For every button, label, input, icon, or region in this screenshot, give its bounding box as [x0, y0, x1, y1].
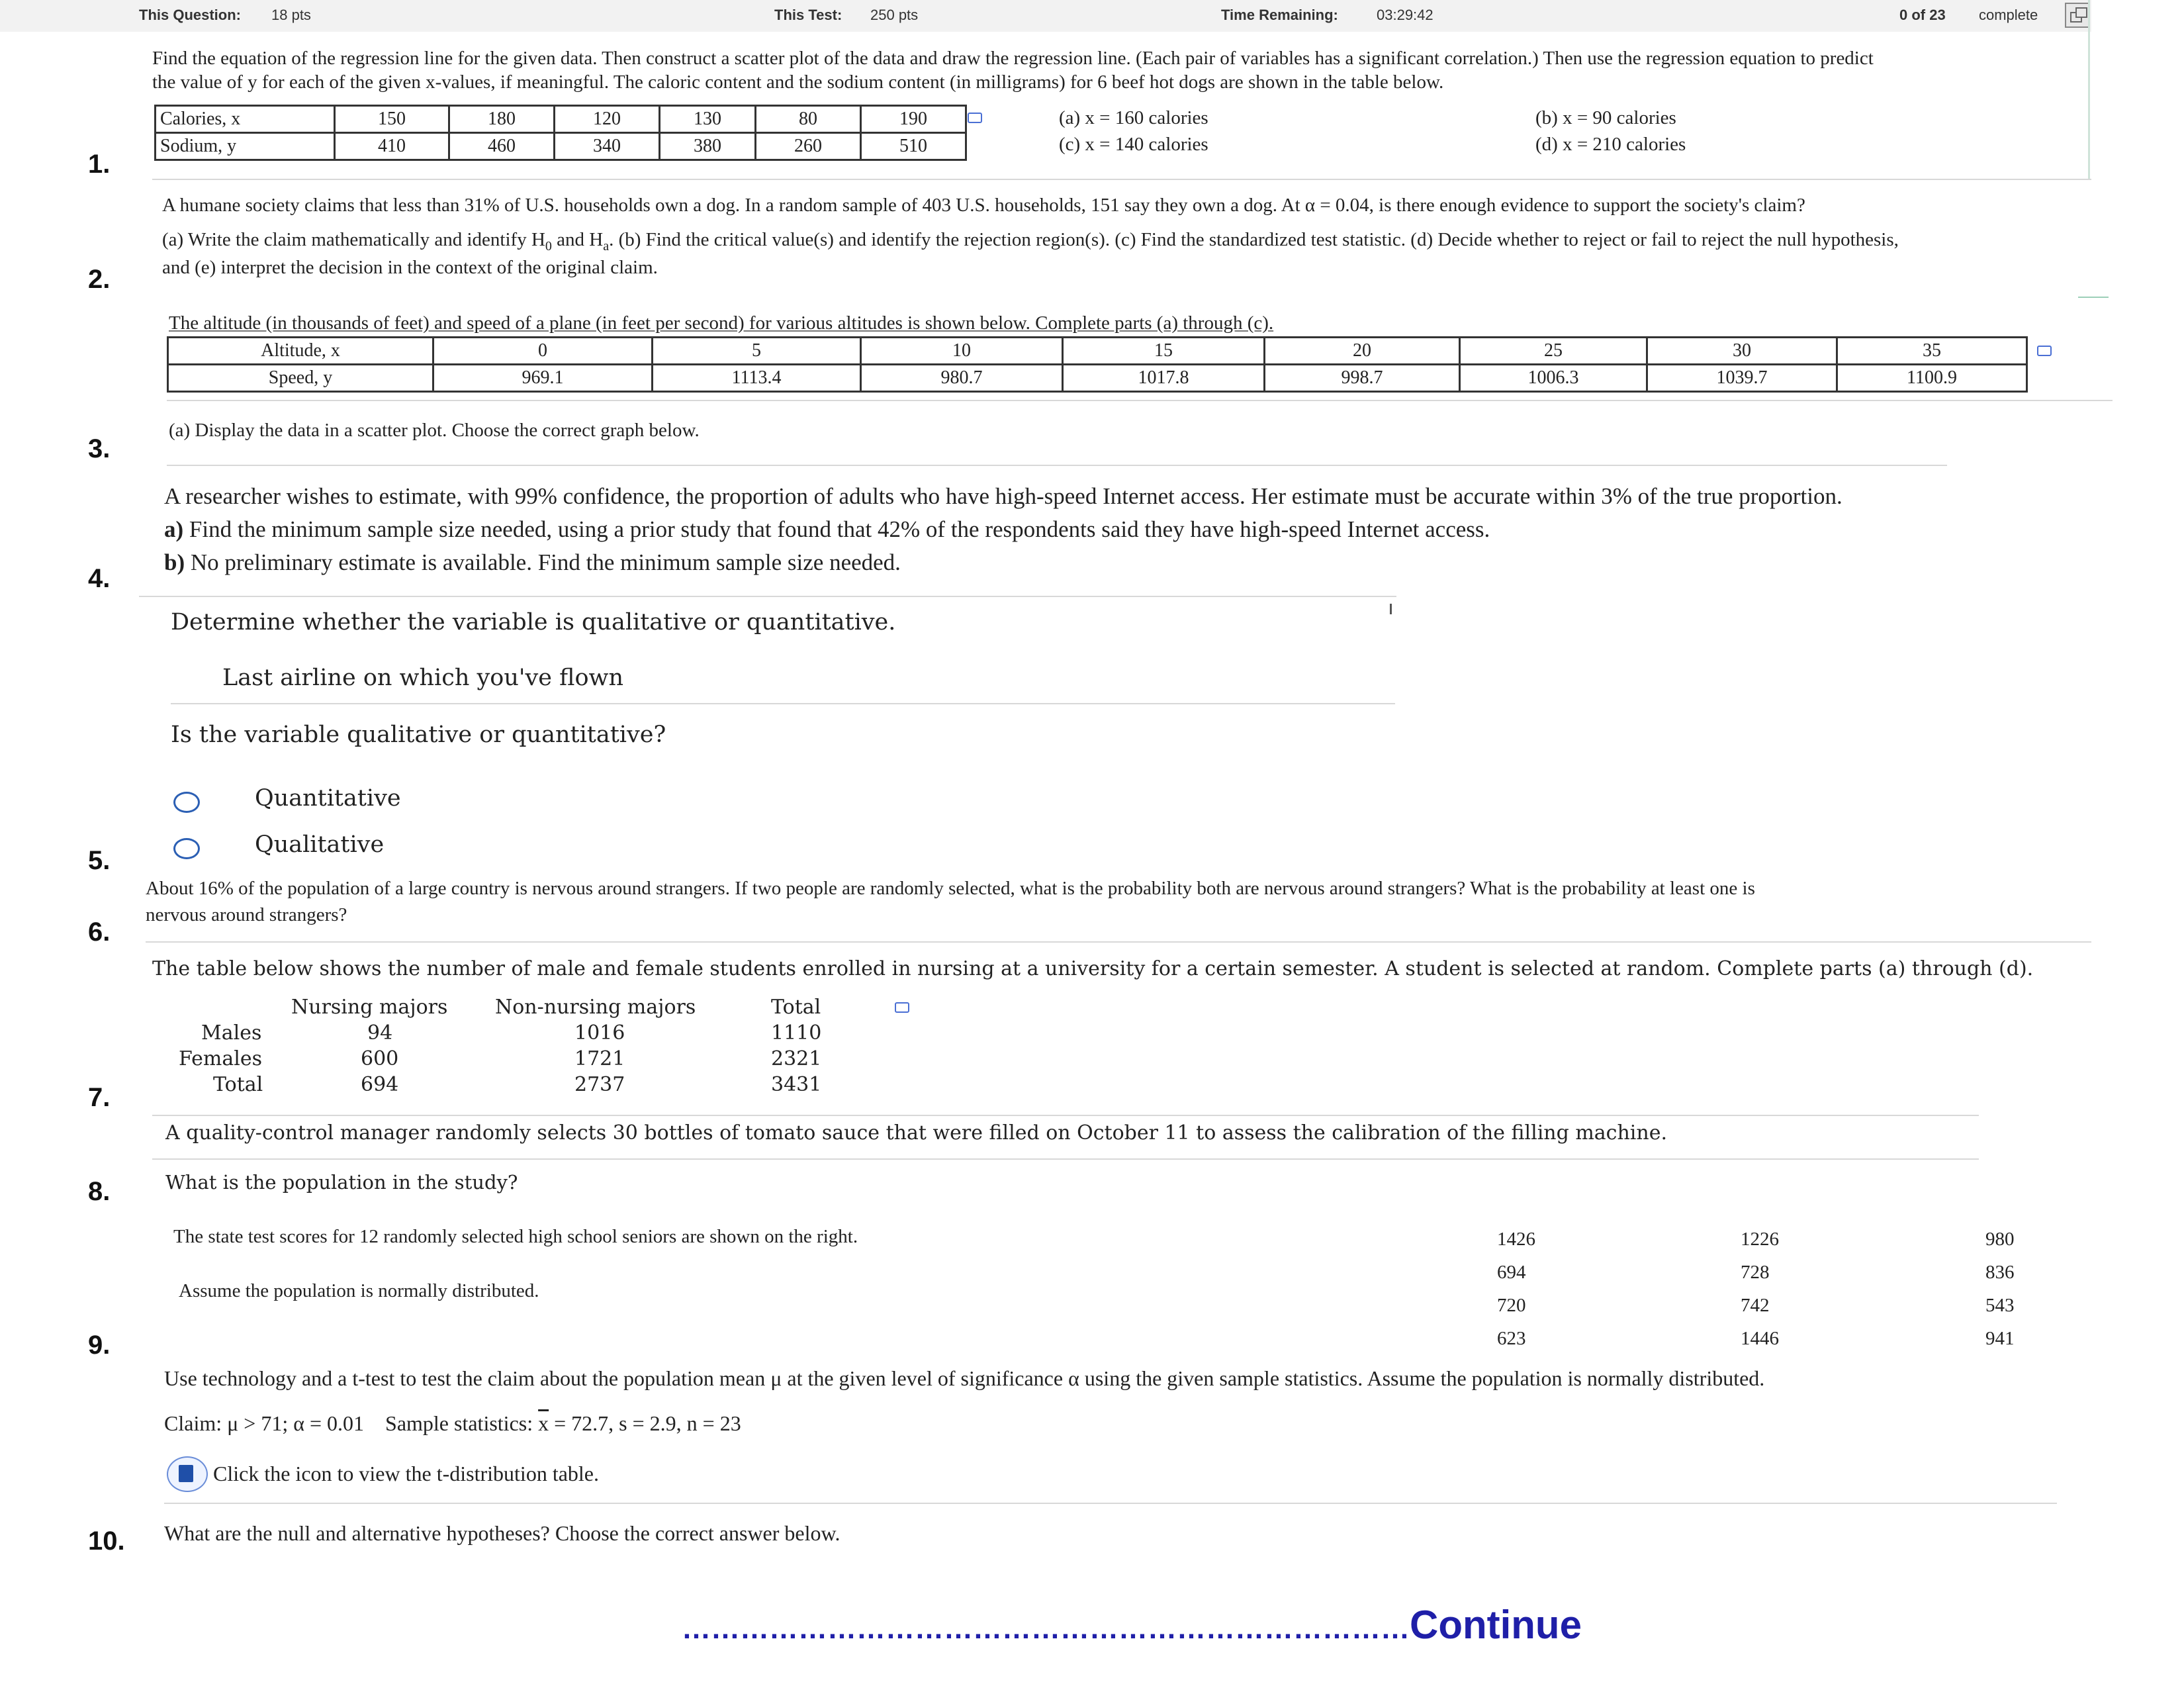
divider — [152, 1115, 1979, 1116]
q8-question: What is the population in the study? — [165, 1171, 518, 1194]
score-value: 941 — [1985, 1328, 2015, 1349]
q1-data-table — [154, 105, 967, 161]
question-number-6: 6. — [88, 917, 111, 947]
q9-text-line1: The state test scores for 12 randomly selected high school seniors are shown on the right. — [173, 1226, 858, 1247]
q1-part-b: (b) x = 90 calories — [1535, 107, 1676, 128]
q1-text-line2: the value of y for each of the given x-values, if meaningful. The caloric content and the sodium content (in milligrams) for 6 beef hot dogs are shown in the table below. — [152, 71, 1444, 93]
divider — [152, 1158, 1979, 1160]
right-edge-divider — [2088, 0, 2090, 179]
divider — [146, 941, 2091, 943]
divider — [167, 465, 1947, 466]
q1-cell: 340 — [555, 133, 660, 160]
q5-instruction: Determine whether the variable is qualitative or quantitative. — [171, 609, 896, 635]
time-remaining-label: Time Remaining: — [1221, 7, 1338, 23]
q1-cell: 260 — [756, 133, 861, 160]
q3-cell: 1100.9 — [1837, 365, 2027, 392]
q3-cell: 1006.3 — [1460, 365, 1647, 392]
q7-cell: 94 — [367, 1021, 393, 1045]
q7-row-label: Total — [213, 1073, 263, 1096]
q3-cell: 1113.4 — [653, 365, 861, 392]
score-value: 720 — [1497, 1295, 1526, 1316]
q3-cell: 1017.8 — [1063, 365, 1265, 392]
this-test-label: This Test: — [774, 7, 842, 23]
q7-cell: 600 — [361, 1047, 399, 1070]
divider — [2078, 297, 2109, 298]
q7-cell: 2737 — [574, 1073, 625, 1096]
score-value: 543 — [1985, 1295, 2015, 1316]
q3-cell: Altitude, x — [168, 338, 433, 365]
q3-cell: 25 — [1460, 338, 1647, 365]
q5-variable: Last airline on which you've flown — [222, 665, 624, 691]
q9-text-line2: Assume the population is normally distributed. — [179, 1280, 539, 1301]
q7-cell: 1110 — [771, 1021, 822, 1045]
q6-text-line2: nervous around strangers? — [146, 904, 347, 925]
q10-claim: Claim: μ > 71; α = 0.01 Sample statistics: $\overline{x} = 72.7$, s = 2.9, n = 23 — [164, 1411, 741, 1435]
q2-text-line2: (a) Write the claim mathematically and identify $H_0$ and $H_a$. (b) Find the critical value(s) and identify the rejection region(s). (c) Find the standardized test statistic. (d) Decide whether to reject or fail to reject the null hypothesis, — [162, 229, 1899, 254]
option-quantitative-label[interactable]: Quantitative — [255, 785, 401, 812]
q1-part-c: (c) x = 140 calories — [1059, 134, 1208, 155]
copy-data-icon[interactable] — [2037, 346, 2052, 356]
divider — [152, 179, 2091, 180]
radio-quantitative[interactable] — [173, 792, 200, 813]
score-value: 980 — [1985, 1229, 2015, 1250]
this-question-value: 18 pts — [271, 7, 311, 23]
score-value: 728 — [1741, 1262, 1770, 1283]
q7-row-label: Females — [179, 1047, 263, 1070]
question-number-4: 4. — [88, 564, 111, 593]
progress-complete: complete — [1979, 7, 2038, 23]
question-number-3: 3. — [88, 434, 111, 463]
q1-part-a: (a) x = 160 calories — [1059, 107, 1208, 128]
divider — [139, 596, 1396, 597]
continue-link[interactable]: …………………………………………………………………Continue — [682, 1603, 1582, 1647]
q3-text-line1: The altitude (in thousands of feet) and speed of a plane (in feet per second) for various altitudes is shown below. Complete parts (a) through (c). — [169, 312, 1274, 334]
q1-text-line1: Find the equation of the regression line for the given data. Then construct a scatter plot of the data and draw the regression line. (Each pair of variables has a significant correlation.) Then use the regression equation to predict — [152, 48, 1874, 69]
q3-cell: 20 — [1265, 338, 1460, 365]
q7-col-header: Nursing majors — [291, 996, 448, 1019]
question-number-9: 9. — [88, 1331, 111, 1360]
question-number-5: 5. — [88, 846, 111, 875]
question-number-8: 8. — [88, 1177, 111, 1206]
q8-text: A quality-control manager randomly selects 30 bottles of tomato sauce that were filled on October 11 to assess the calibration of the filling machine. — [165, 1121, 1668, 1145]
q1-cell: 150 — [335, 106, 449, 133]
question-number-1: 1. — [88, 150, 111, 179]
copy-data-icon[interactable] — [895, 1002, 909, 1013]
q3-cell: 5 — [653, 338, 861, 365]
score-value: 1446 — [1741, 1328, 1779, 1349]
question-number-7: 7. — [88, 1083, 111, 1112]
q4-part-b: b) No preliminary estimate is available. Find the minimum sample size needed. — [164, 549, 901, 575]
q3-cell: 30 — [1647, 338, 1837, 365]
question-number-10: 10. — [88, 1526, 125, 1556]
test-header-bar — [0, 0, 2091, 32]
q5-question: Is the variable qualitative or quantitative? — [171, 722, 666, 748]
q1-cell: 120 — [555, 106, 660, 133]
q1-cell: 510 — [861, 133, 966, 160]
score-value: 836 — [1985, 1262, 2015, 1283]
table-row — [168, 365, 2027, 392]
book-icon[interactable] — [167, 1456, 208, 1492]
q7-cell: 1016 — [574, 1021, 625, 1045]
q1-cell: 190 — [861, 106, 966, 133]
q1-cell: 380 — [660, 133, 756, 160]
score-value: 623 — [1497, 1328, 1526, 1349]
caret-mark — [1390, 604, 1392, 614]
q7-text: The table below shows the number of male and female students enrolled in nursing at a university for a certain semester. A student is selected at random. Complete parts (a) through (d). — [152, 957, 2034, 980]
q7-col-header: Total — [771, 996, 821, 1019]
q10-question: What are the null and alternative hypotheses? Choose the correct answer below. — [164, 1521, 841, 1545]
q7-cell: 1721 — [574, 1047, 625, 1070]
q3-part-a-text: (a) Display the data in a scatter plot. Choose the correct graph below. — [169, 420, 700, 441]
q7-cell: 694 — [361, 1073, 399, 1096]
radio-qualitative[interactable] — [173, 838, 200, 859]
option-qualitative-label[interactable]: Qualitative — [255, 831, 385, 858]
divider — [167, 400, 2113, 401]
q1-cell: 180 — [449, 106, 555, 133]
table-row — [156, 106, 966, 133]
q1-part-d: (d) x = 210 calories — [1535, 134, 1686, 155]
question-number-2: 2. — [88, 265, 111, 294]
q3-cell: Speed, y — [168, 365, 433, 392]
q1-cell: 130 — [660, 106, 756, 133]
progress-count: 0 of 23 — [1899, 7, 1946, 23]
q3-cell: 980.7 — [861, 365, 1063, 392]
t-table-link[interactable]: Click the icon to view the t-distribution table. — [213, 1462, 599, 1485]
q3-cell: 998.7 — [1265, 365, 1460, 392]
q3-cell: 35 — [1837, 338, 2027, 365]
q10-text-line1: Use technology and a t-test to test the claim about the population mean μ at the given level of significance α using the given sample statistics. Assume the population is normally distributed. — [164, 1366, 1765, 1390]
q1-cell: Sodium, y — [156, 133, 335, 160]
q1-cell: 410 — [335, 133, 449, 160]
copy-data-icon[interactable] — [968, 113, 982, 123]
q3-data-table — [167, 336, 2028, 393]
q3-cell: 0 — [433, 338, 653, 365]
q4-text-line1: A researcher wishes to estimate, with 99% confidence, the proportion of adults who have high-speed Internet access. Her estimate must be accurate within 3% of the true proportion. — [164, 483, 1843, 509]
q7-row-label: Males — [201, 1021, 262, 1045]
time-remaining-value: 03:29:42 — [1377, 7, 1433, 23]
q1-cell: 80 — [756, 106, 861, 133]
q1-cell: Calories, x — [156, 106, 335, 133]
q3-cell: 1039.7 — [1647, 365, 1837, 392]
q3-cell: 15 — [1063, 338, 1265, 365]
q1-cell: 460 — [449, 133, 555, 160]
q7-cell: 2321 — [771, 1047, 822, 1070]
divider — [164, 1503, 2057, 1504]
q6-text-line1: About 16% of the population of a large country is nervous around strangers. If two people are randomly selected, what is the probability both are nervous around strangers? What is the probability at least one is — [146, 878, 1755, 899]
expand-icon[interactable] — [2065, 3, 2090, 28]
q7-cell: 3431 — [771, 1073, 822, 1096]
q7-col-header: Non-nursing majors — [495, 996, 696, 1019]
q3-cell: 969.1 — [433, 365, 653, 392]
q2-text-line1: A humane society claims that less than 31% of U.S. households own a dog. In a random sample of 403 U.S. households, 151 say they own a dog. At α = 0.04, is there enough evidence to support the society's claim? — [162, 195, 1805, 216]
score-value: 694 — [1497, 1262, 1526, 1283]
this-question-label: This Question: — [139, 7, 241, 23]
q3-cell: 10 — [861, 338, 1063, 365]
this-test-value: 250 pts — [870, 7, 919, 23]
score-value: 1226 — [1741, 1229, 1779, 1250]
score-value: 742 — [1741, 1295, 1770, 1316]
score-value: 1426 — [1497, 1229, 1535, 1250]
divider — [171, 703, 1395, 704]
q4-part-a: a) Find the minimum sample size needed, using a prior study that found that 42% of the respondents said they have high-speed Internet access. — [164, 516, 1490, 542]
table-row — [168, 338, 2027, 365]
q2-text-line3: and (e) interpret the decision in the context of the original claim. — [162, 257, 658, 278]
table-row — [156, 133, 966, 160]
